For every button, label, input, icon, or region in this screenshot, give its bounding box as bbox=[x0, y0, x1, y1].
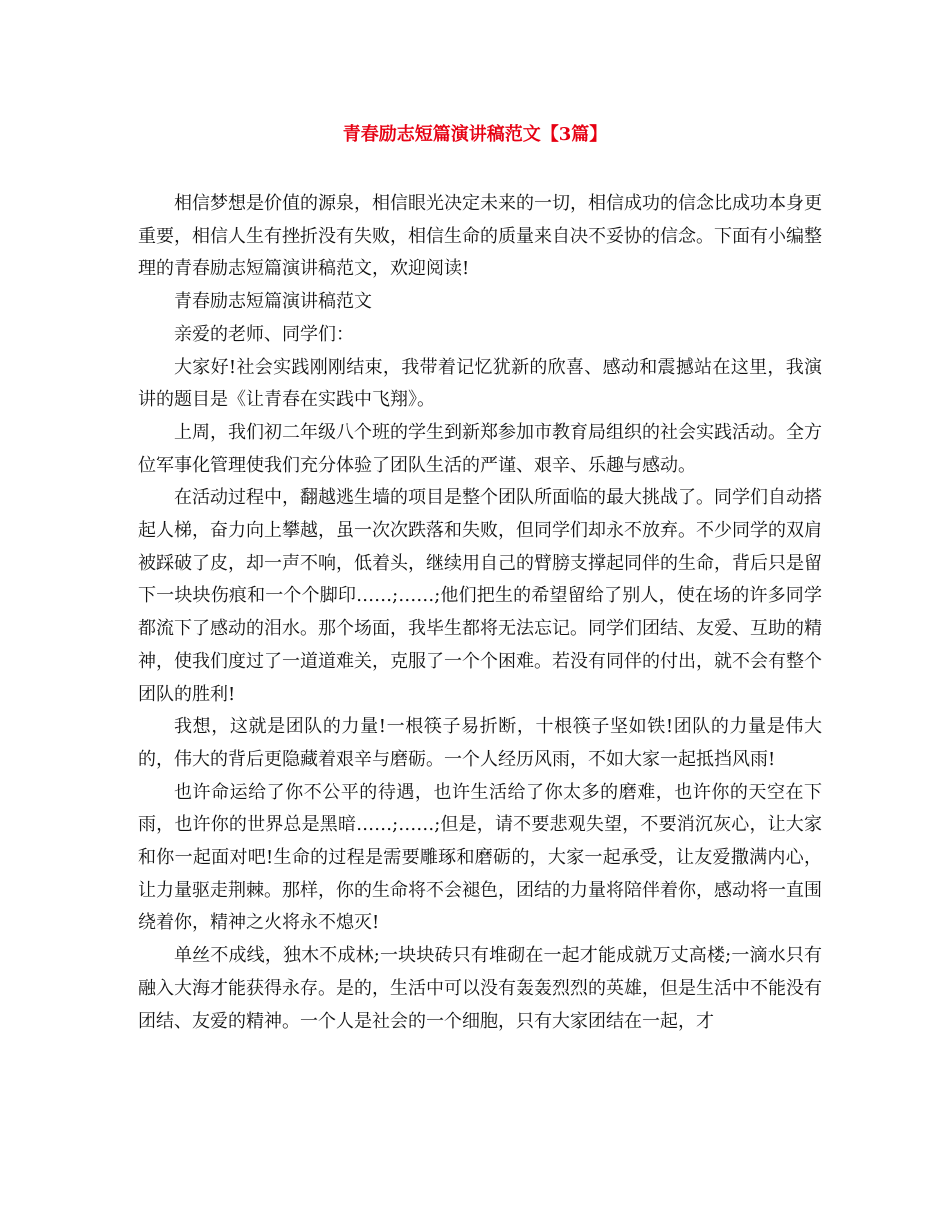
paragraph: 单丝不成线，独木不成林;一块块砖只有堆砌在一起才能成就万丈高楼;一滴水只有融入大海才能获得永存。是的，生活中可以没有轰轰烈烈的英雄，但是生活中不能没有团结、友爱的精神。一个人是社会的一个细胞，只有大家团结在一起，才 bbox=[138, 945, 822, 1032]
paragraph-intro: 相信梦想是价值的源泉，相信眼光决定未来的一切，相信成功的信念比成功本身更重要，相信人生有挫折没有失败，相信生命的质量来自决不妥协的信念。下面有小编整理的青春励志短篇演讲稿范文，欢迎阅读! bbox=[138, 193, 822, 280]
paragraph: 我想，这就是团队的力量!一根筷子易折断，十根筷子坚如铁!团队的力量是伟大的，伟大的背后更隐藏着艰辛与磨砺。一个人经历风雨，不如大家一起抵挡风雨! bbox=[138, 716, 822, 770]
paragraph: 上周，我们初二年级八个班的学生到新郑参加市教育局组织的社会实践活动。全方位军事化管理使我们充分体验了团队生活的严谨、艰辛、乐趣与感动。 bbox=[138, 421, 822, 476]
document-title: 青春励志短篇演讲稿范文【3篇】 bbox=[342, 124, 608, 145]
paragraph-subtitle: 青春励志短篇演讲稿范文 bbox=[174, 291, 372, 313]
paragraph: 大家好!社会实践刚刚结束，我带着记忆犹新的欣喜、感动和震撼站在这里，我演讲的题目是《让青春在实践中飞翔》。 bbox=[138, 356, 822, 411]
paragraph-greeting: 亲爱的老师、同学们： bbox=[174, 323, 354, 345]
paragraph: 在活动过程中，翻越逃生墙的项目是整个团队所面临的最大挑战了。同学们自动搭起人梯，奋力向上攀越，虽一次次跌落和失败，但同学们却永不放弃。不少同学的双肩被踩破了皮，却一声不响，低着头，继续用自己的臂膀支撑起同伴的生命，背后只是留下一块块伤痕和一个个脚印……;……;他们把生的希望留给了别人，使在场的许多同学都流下了感动的泪水。那个场面，我毕生都将无法忘记。同学们团结、友爱、互助的精神，使我们度过了一道道难关，克服了一个个困难。若没有同伴的付出，就不会有整个团队的胜利! bbox=[138, 487, 822, 705]
document-body bbox=[138, 188, 822, 1038]
paragraph: 也许命运给了你不公平的待遇，也许生活给了你太多的磨难，也许你的天空在下雨，也许你的世界总是黑暗……;……;但是，请不要悲观失望，不要消沉灰心，让大家和你一起面对吧!生命的过程是需要雕琢和磨砺的，大家一起承受，让友爱撒满内心，让力量驱走荆棘。那样，你的生命将不会褪色，团结的力量将陪伴着你，感动将一直围绕着你，精神之火将永不熄灭! bbox=[138, 781, 822, 934]
